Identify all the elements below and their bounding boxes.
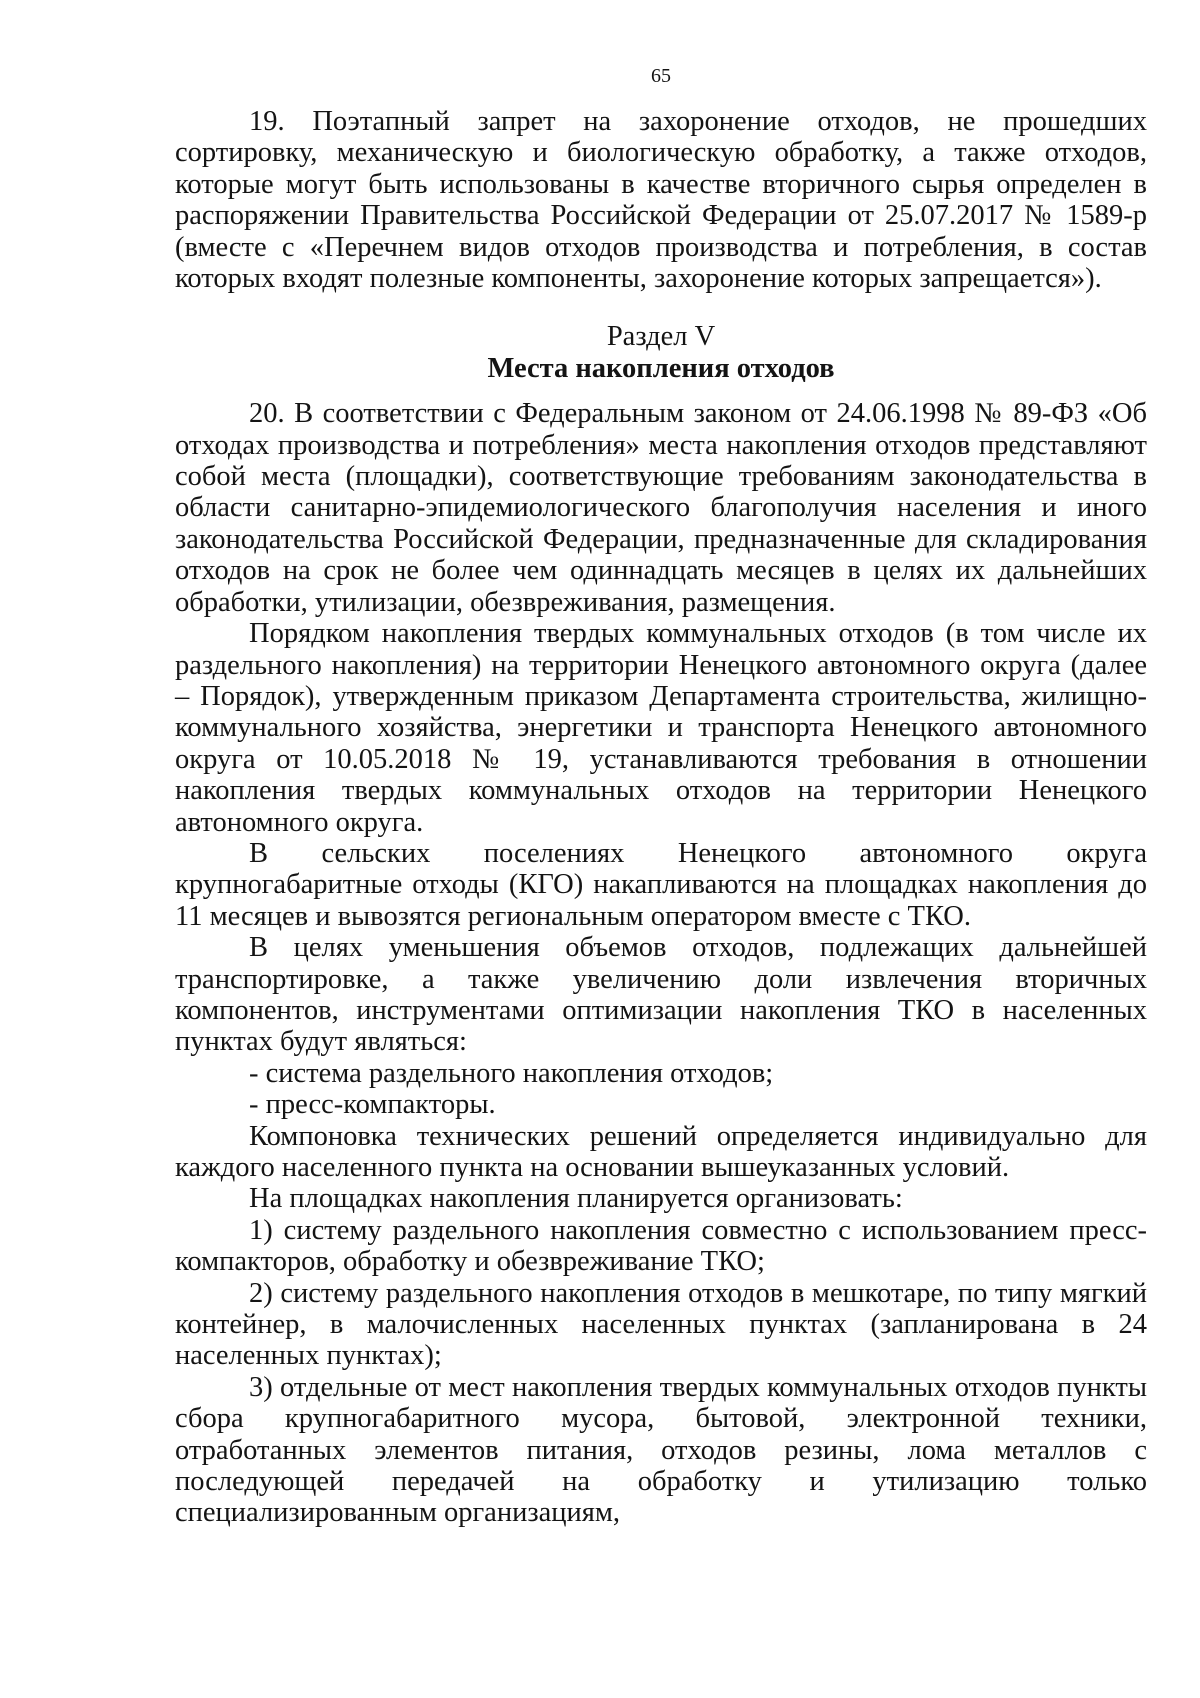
section-title: Места накопления отходов [487, 352, 835, 384]
list-item-2: 2) систему раздельного накопления отходов в мешкотаре, по типу мягкий контейнер, в малочисленных населенных пунктах (запланирована в 24 населенных пунктах); [175, 1277, 1147, 1372]
paragraph-19: 19. Поэтапный запрет на захоронение отходов, не прошедших сортировку, механическую и биологическую обработку, а также отходов, которые могут быть использованы в качестве вторичного сырья определен в распоряжении Правительства Российской Федерации от 25.07.2017 № 1589-р (вместе с «Перечнем видов отходов производства и потребления, в состав которых входят полезные компоненты, захоронение которых запрещается»). [175, 106, 1147, 295]
paragraph-kgo: В сельских поселениях Ненецкого автономного округа крупногабаритные отходы (КГО) накапливаются на площадках накопления до 11 месяцев и вывозятся региональным оператором вместе с ТКО. [175, 837, 1147, 932]
paragraph-order: Порядком накопления твердых коммунальных отходов (в том числе их раздельного накопления) на территории Ненецкого автономного округа (далее – Порядок), утвержденным приказом Департамента строительства, жилищно-коммунального хозяйства, энергетики и транспорта Ненецкого автономного округа от 10.05.2018 № 19, устанавливаются требования в отношении накопления твердых коммунальных отходов на территории Ненецкого автономного округа. [175, 618, 1147, 838]
section-label: Раздел V [606, 321, 716, 353]
list-item-separate-collection: - система раздельного накопления отходов; [249, 1057, 774, 1089]
spacer [175, 384, 1147, 398]
paragraph-layout: Компоновка технических решений определяется индивидуально для каждого населенного пункта на основании вышеуказанных условий. [175, 1120, 1147, 1183]
paragraph-20: 20. В соответствии с Федеральным законом от 24.06.1998 № 89-ФЗ «Об отходах производства и потребления» места накопления отходов представляют собой места (площадки), соответствующие требованиям законодательства в области санитарно-эпидемиологического благополучия населения и иного законодательства Российской Федерации, предназначенные для складирования отходов на срок не более чем одиннадцать месяцев в целях их дальнейших обработки, утилизации, обезвреживания, размещения. [175, 398, 1147, 618]
paragraph-optimization: В целях уменьшения объемов отходов, подлежащих дальнейшей транспортировке, а также увеличению доли извлечения вторичных компонентов, инструментами оптимизации накопления ТКО в населенных пунктах будут являться: [175, 932, 1147, 1058]
list-item-3: 3) отдельные от мест накопления твердых коммунальных отходов пункты сбора крупногабаритного мусора, бытовой, электронной техники, отработанных элементов питания, отходов резины, лома металлов с последующей передачей на обработку и утилизацию только специализированным организациям, [175, 1371, 1147, 1529]
document-body [175, 106, 1147, 1529]
list-item-1: 1) систему раздельного накопления совместно с использованием пресс-компакторов, обработку и обезвреживание ТКО; [175, 1214, 1147, 1278]
paragraph-planned: На площадках накопления планируется организовать: [249, 1183, 903, 1215]
list-item-press-compactors: - пресс-компакторы. [249, 1089, 496, 1121]
page-number: 65 [651, 65, 671, 87]
